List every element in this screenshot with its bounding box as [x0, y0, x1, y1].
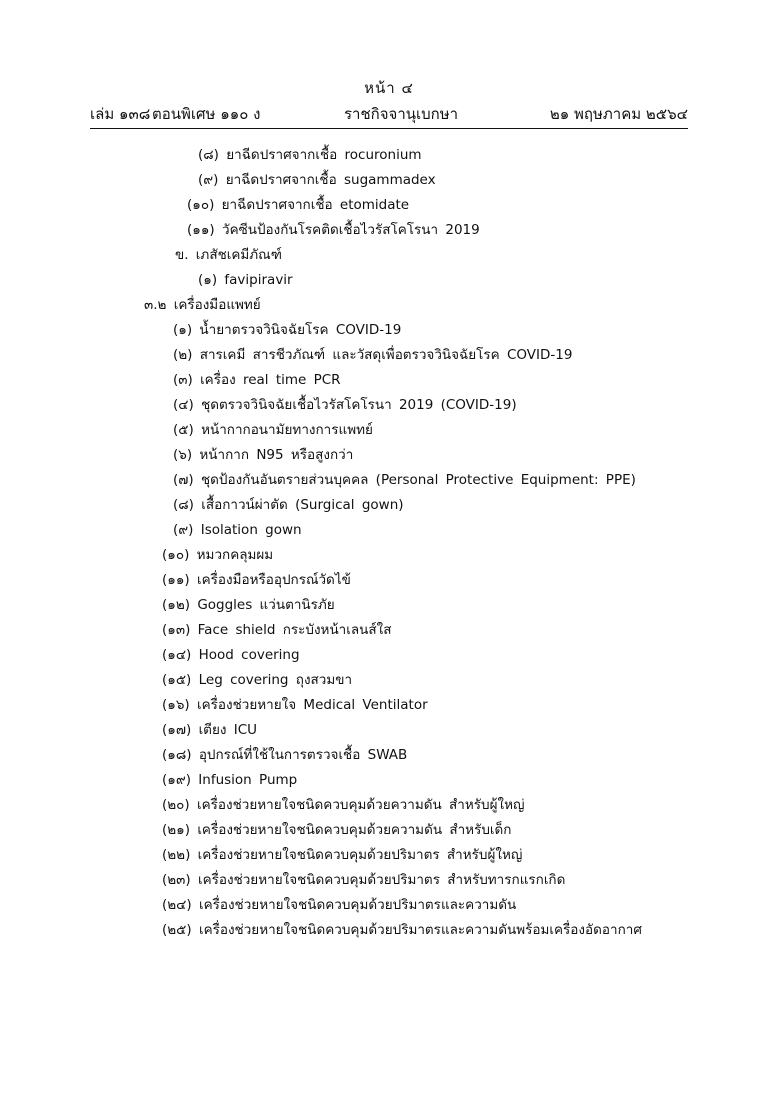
device-list-item: [162, 920, 642, 940]
device-list-item: [162, 620, 391, 640]
item-number: (๑๐): [187, 197, 215, 213]
item-number: (๘): [198, 147, 219, 163]
item-text: favipiravir: [224, 272, 293, 288]
item-text: เสื้อกาวน์ผ่าตัด (Surgical gown): [201, 497, 404, 513]
item-number: (๑๗): [162, 722, 192, 738]
item-number: (๒๕): [162, 922, 192, 938]
item-number: (๑๑): [187, 222, 215, 238]
pharma-heading: [175, 245, 282, 265]
item-number: (๔): [173, 397, 194, 413]
device-list-item: [173, 495, 404, 515]
item-number: (๗): [173, 472, 194, 488]
item-text: เครื่องช่วยหายใจชนิดควบคุมด้วยปริมาตร สำหรับทารกแรกเกิด: [197, 872, 566, 888]
item-text: Hood covering: [198, 647, 300, 663]
item-text: ชุดตรวจวินิจฉัยเชื้อไวรัสโคโรนา 2019 (COVID-19): [201, 397, 517, 413]
item-text: เครื่องช่วยหายใจชนิดควบคุมด้วยความดัน สำหรับเด็ก: [197, 822, 512, 838]
item-number: (๒๔): [162, 897, 192, 913]
item-number: (๑๖): [162, 697, 190, 713]
item-text: น้ำยาตรวจวินิจฉัยโรค COVID-19: [199, 322, 402, 338]
item-number: (๑๑): [162, 572, 190, 588]
device-list-item: [162, 870, 565, 890]
item-text: หน้ากากอนามัยทางการแพทย์: [201, 422, 373, 438]
item-text: ยาฉีดปราศจากเชื้อ etomidate: [221, 197, 410, 213]
device-list-item: [162, 770, 297, 790]
item-text: ยาฉีดปราศจากเชื้อ rocuronium: [226, 147, 422, 163]
device-list-item: [162, 720, 257, 740]
device-list-item: [162, 595, 335, 615]
device-list-item: [173, 445, 353, 465]
item-number: (๑๙): [162, 772, 191, 788]
item-number: (๕): [173, 422, 194, 438]
drug-list-item: [187, 220, 480, 240]
item-text: หมวกคลุมผม: [196, 547, 274, 563]
item-number: (๑๓): [162, 622, 191, 638]
header-volume: เล่ม ๑๓๘: [90, 105, 151, 123]
item-text: Goggles แว่นตานิรภัย: [197, 597, 335, 613]
item-text: ชุดป้องกันอันตรายส่วนบุคคล (Personal Protective Equipment: PPE): [200, 472, 636, 488]
pharma-heading-text: ข. เภสัชเคมีภัณฑ์: [175, 247, 282, 263]
item-text: ยาฉีดปราศจากเชื้อ sugammadex: [225, 172, 436, 188]
device-list-item: [173, 395, 517, 415]
item-number: (๙): [198, 172, 219, 188]
item-number: (๑๐): [162, 547, 190, 563]
devices-heading: [144, 295, 261, 315]
device-list-item: [162, 670, 352, 690]
item-text: เตียง ICU: [198, 722, 258, 738]
device-list-item: [173, 320, 401, 340]
item-number: (๑๔): [162, 647, 192, 663]
item-number: (๑๘): [162, 747, 192, 763]
device-list-item: [162, 795, 524, 815]
device-list-item: [162, 545, 273, 565]
item-number: (๒): [173, 347, 193, 363]
header-rule: [90, 128, 688, 129]
item-number: (๒๓): [162, 872, 191, 888]
item-text: สารเคมี สารชีวภัณฑ์ และวัสดุเพื่อตรวจวินิจฉัยโรค COVID-19: [199, 347, 573, 363]
item-text: Face shield กระบังหน้าเลนส์ใส: [197, 622, 392, 638]
item-number: (๑๕): [162, 672, 192, 688]
item-text: อุปกรณ์ที่ใช้ในการตรวจเชื้อ SWAB: [198, 747, 408, 763]
header-section: ตอนพิเศษ ๑๑๐ ง: [152, 105, 261, 123]
item-text: Infusion Pump: [198, 772, 298, 788]
item-number: (๑๒): [162, 597, 191, 613]
item-text: หน้ากาก N95 หรือสูงกว่า: [199, 447, 354, 463]
item-text: Isolation gown: [200, 522, 302, 538]
item-number: (๒๒): [162, 847, 191, 863]
item-text: เครื่องช่วยหายใจชนิดควบคุมด้วยปริมาตรและความดัน: [198, 897, 517, 913]
device-list-item: [162, 745, 407, 765]
item-text: เครื่องช่วยหายใจ Medical Ventilator: [196, 697, 428, 713]
drug-list-item: [198, 145, 422, 165]
device-list-item: [173, 370, 341, 390]
device-list-item: [162, 845, 522, 865]
item-number: (๑): [198, 272, 218, 288]
item-number: (๘): [173, 497, 194, 513]
item-number: (๒๑): [162, 822, 191, 838]
device-list-item: [173, 520, 302, 540]
device-list-item: [162, 895, 516, 915]
drug-list-item: [187, 195, 409, 215]
devices-heading-text: ๓.๒ เครื่องมือแพทย์: [144, 297, 261, 313]
item-text: เครื่อง real time PCR: [200, 372, 341, 388]
device-list-item: [162, 820, 511, 840]
header-gazette-name: ราชกิจจานุเบกษา: [344, 105, 459, 123]
device-list-item: [162, 695, 428, 715]
item-number: (๓): [173, 372, 193, 388]
item-number: (๙): [173, 522, 194, 538]
gazette-header: [90, 104, 688, 126]
item-number: (๖): [173, 447, 193, 463]
item-text: เครื่องช่วยหายใจชนิดควบคุมด้วยปริมาตรและความดันพร้อมเครื่องอัดอากาศ: [198, 922, 642, 938]
page-number: หน้า ๔: [364, 79, 414, 97]
pharma-list-item: [198, 270, 293, 290]
device-list-item: [162, 570, 351, 590]
item-text: เครื่องมือหรืออุปกรณ์วัดไข้: [196, 572, 351, 588]
drug-list-item: [198, 170, 436, 190]
device-list-item: [173, 470, 636, 490]
item-text: วัคซีนป้องกันโรคติดเชื้อไวรัสโคโรนา 2019: [221, 222, 480, 238]
item-text: เครื่องช่วยหายใจชนิดควบคุมด้วยปริมาตร สำหรับผู้ใหญ่: [197, 847, 523, 863]
item-text: เครื่องช่วยหายใจชนิดควบคุมด้วยความดัน สำหรับผู้ใหญ่: [196, 797, 525, 813]
item-number: (๒๐): [162, 797, 190, 813]
device-list-item: [173, 345, 572, 365]
device-list-item: [162, 645, 300, 665]
device-list-item: [173, 420, 373, 440]
header-date: ๒๑ พฤษภาคม ๒๕๖๔: [549, 105, 688, 123]
item-number: (๑): [173, 322, 193, 338]
item-text: Leg covering ถุงสวมขา: [198, 672, 353, 688]
